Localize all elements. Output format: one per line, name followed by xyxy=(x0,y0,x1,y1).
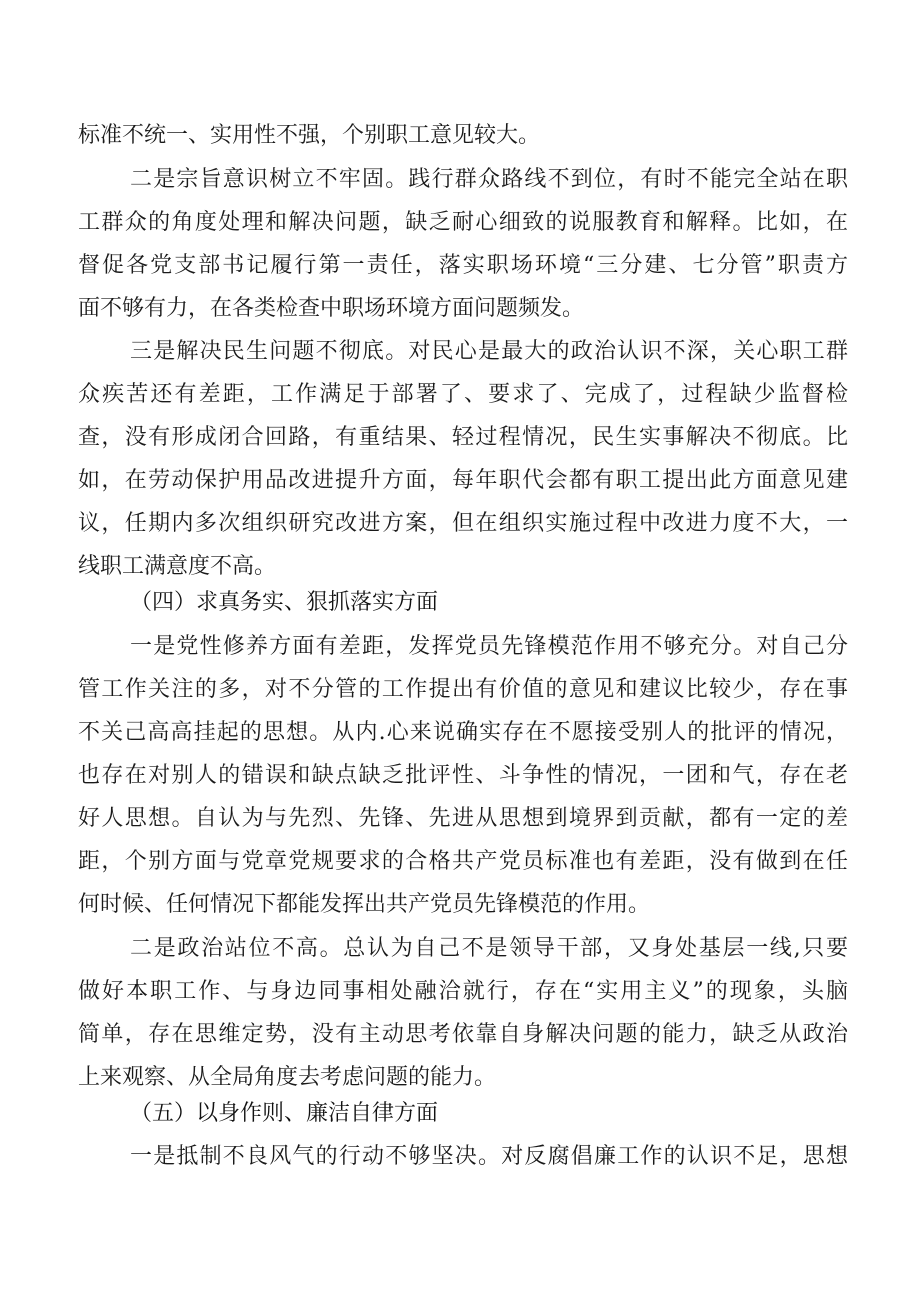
paragraph-line: 工群众的角度处理和解决问题，缺乏耐心细致的说服教育和解释。比如，在 xyxy=(78,210,848,235)
paragraph-line: 一是党性修养方面有差距，发挥党员先锋模范作用不够充分。对自己分 xyxy=(130,634,848,659)
paragraph-line: 距，个别方面与党章党规要求的合格共产党员标准也有差距，没有做到在任 xyxy=(78,849,848,874)
paragraph-line: 众疾苦还有差距，工作满足于部署了、要求了、完成了，过程缺少监督检 xyxy=(78,382,848,407)
paragraph-line: 二是政治站位不高。总认为自己不是领导干部，又身处基层一线,只要 xyxy=(130,936,848,961)
paragraph-line: 做好本职工作、与身边同事相处融洽就行，存在“实用主义”的现象，头脑 xyxy=(78,979,848,1004)
section-heading: （五）以身作则、廉洁自律方面 xyxy=(130,1101,439,1126)
paragraph-line: 面不够有力，在各类检查中职场环境方面问题频发。 xyxy=(78,296,585,321)
paragraph-line: 督促各党支部书记履行第一责任，落实职场环境“三分建、七分管”职责方 xyxy=(78,253,848,278)
section-heading: （四）求真务实、狠抓落实方面 xyxy=(130,590,439,615)
paragraph-line: 查，没有形成闭合回路，有重结果、轻过程情况，民生实事解决不彻底。比 xyxy=(78,425,848,450)
paragraph-line: 一是抵制不良风气的行动不够坚决。对反腐倡廉工作的认识不足，思想 xyxy=(130,1144,848,1169)
paragraph-line: 不关己高高挂起的思想。从内.心来说确实存在不愿接受别人的批评的情况， xyxy=(78,720,848,745)
paragraph-line: 议，任期内多次组织研究改进方案，但在组织实施过程中改进力度不大，一 xyxy=(78,511,848,536)
paragraph-line: 管工作关注的多，对不分管的工作提出有价值的意见和建议比较少，存在事 xyxy=(78,677,848,702)
paragraph-line: 线职工满意度不高。 xyxy=(78,554,277,579)
paragraph-line: 三是解决民生问题不彻底。对民心是最大的政治认识不深，关心职工群 xyxy=(130,339,848,364)
paragraph-line: 二是宗旨意识树立不牢固。践行群众路线不到位，有时不能完全站在职 xyxy=(130,167,848,192)
paragraph-line: 好人思想。自认为与先烈、先锋、先进从思想到境界到贡献，都有一定的差 xyxy=(78,806,848,831)
paragraph-line: 如，在劳动保护用品改进提升方面，每年职代会都有职工提出此方面意见建 xyxy=(78,468,848,493)
paragraph-line: 标准不统一、实用性不强，个别职工意见较大。 xyxy=(78,123,541,148)
paragraph-line: 也存在对别人的错误和缺点缺乏批评性、斗争性的情况，一团和气，存在老 xyxy=(78,763,848,788)
paragraph-line: 何时候、任何情况下都能发挥出共产党员先锋模范的作用。 xyxy=(78,892,651,917)
paragraph-line: 简单，存在思维定势，没有主动思考依靠自身解决问题的能力，缺乏从政治 xyxy=(78,1022,848,1047)
paragraph-line: 上来观察、从全局角度去考虑问题的能力。 xyxy=(78,1065,497,1090)
